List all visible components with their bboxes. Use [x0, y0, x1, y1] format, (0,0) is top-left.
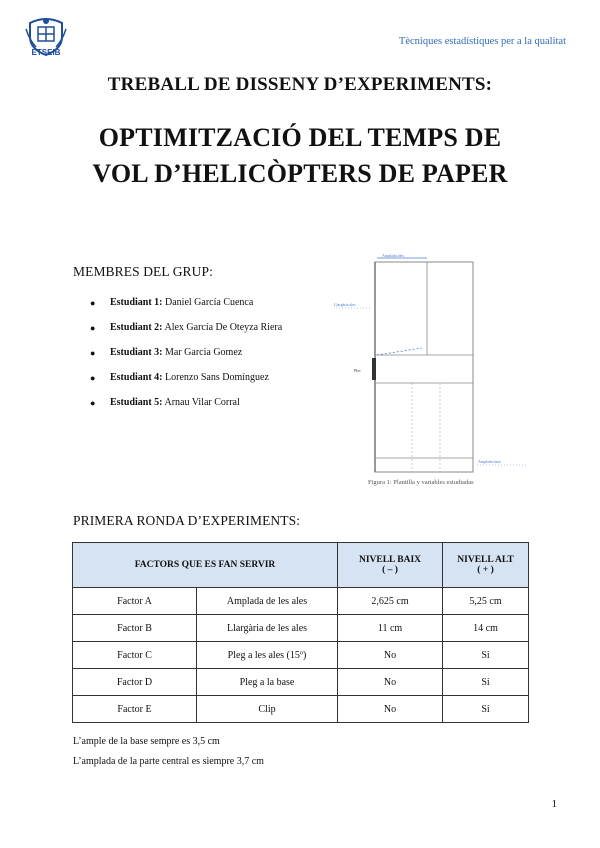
low-cell: No — [338, 642, 443, 669]
table-header-row — [73, 543, 529, 588]
bullet-icon: ● — [90, 348, 96, 358]
helicopter-template-figure — [332, 250, 532, 475]
list-item — [90, 322, 282, 347]
desc-cell: Llargària de les ales — [197, 615, 338, 642]
member-label: Estudiant 3: — [110, 347, 163, 358]
header-low-sign: ( – ) — [382, 565, 398, 575]
list-item — [90, 347, 282, 372]
low-cell: 2,625 cm — [338, 588, 443, 615]
bullet-icon: ● — [90, 373, 96, 383]
table-row — [73, 642, 529, 669]
member-name: Mar Garcia Gomez — [165, 347, 243, 358]
document-subtitle — [0, 120, 600, 192]
desc-cell: Pleg a les ales (15º) — [197, 642, 338, 669]
header-high — [443, 543, 529, 588]
member-label: Estudiant 2: — [110, 322, 163, 333]
member-label: Estudiant 1: — [110, 297, 163, 308]
bullet-icon: ● — [90, 298, 96, 308]
high-cell: 5,25 cm — [443, 588, 529, 615]
note-center-width: L’amplada de la parte central es siempre 3,7 cm — [73, 756, 264, 767]
factor-cell: Factor D — [73, 669, 197, 696]
high-cell: 14 cm — [443, 615, 529, 642]
figure-label-mid: Plec — [354, 368, 361, 373]
header-low-label: NIVELL BAIX — [358, 555, 422, 565]
table-row — [73, 615, 529, 642]
member-label: Estudiant 4: — [110, 372, 163, 383]
list-item — [90, 397, 282, 422]
low-cell: 11 cm — [338, 615, 443, 642]
member-name: Alex García De Oteyza Riera — [164, 322, 283, 333]
page-number: 1 — [551, 798, 557, 810]
figure-caption: Figura 1: Plantilla y variables estudiadas — [368, 479, 474, 486]
list-item — [90, 372, 282, 397]
desc-cell: Amplada de les ales — [197, 588, 338, 615]
header-low — [338, 543, 443, 588]
factor-cell: Factor C — [73, 642, 197, 669]
course-header: Tècniques estadístiques per a la qualitat — [398, 36, 566, 47]
factor-cell: Factor A — [73, 588, 197, 615]
table-row — [73, 669, 529, 696]
factor-cell: Factor B — [73, 615, 197, 642]
table-row — [73, 696, 529, 723]
factor-cell: Factor E — [73, 696, 197, 723]
figure-label-left: Llargària ales — [334, 302, 356, 307]
subtitle-line-1: OPTIMITZACIÓ DEL TEMPS DE — [98, 123, 502, 152]
header-high-sign: ( + ) — [477, 565, 494, 575]
figure-label-bottom: Amplada base — [478, 459, 501, 464]
list-item — [90, 297, 282, 322]
member-label: Estudiant 5: — [110, 397, 163, 408]
members-heading: MEMBRES DEL GRUP: — [73, 264, 213, 279]
member-name: Daniel García Cuenca — [165, 297, 254, 308]
note-base-width: L’ample de la base sempre es 3,5 cm — [73, 736, 220, 747]
experiments-heading: PRIMERA RONDA D’EXPERIMENTS: — [73, 513, 301, 528]
member-name: Lorenzo Sans Domínguez — [165, 372, 269, 383]
member-name: Arnau Vilar Corral — [164, 397, 240, 408]
bullet-icon: ● — [90, 323, 96, 333]
figure-label-top: Amplada ales — [382, 253, 404, 258]
factors-table — [72, 542, 529, 723]
low-cell: No — [338, 669, 443, 696]
low-cell: No — [338, 696, 443, 723]
header-factors: FACTORS QUE ES FAN SERVIR — [73, 543, 338, 588]
desc-cell: Clip — [197, 696, 338, 723]
bullet-icon: ● — [90, 398, 96, 408]
high-cell: Si — [443, 696, 529, 723]
logo-text: ETSEIB — [31, 48, 61, 57]
document-title: TREBALL DE DISSENY D’EXPERIMENTS: — [107, 74, 493, 95]
high-cell: Si — [443, 642, 529, 669]
subtitle-line-2: VOL D’HELICÒPTERS DE PAPER — [92, 159, 508, 188]
high-cell: Si — [443, 669, 529, 696]
members-list — [90, 297, 282, 422]
desc-cell: Pleg a la base — [197, 669, 338, 696]
header-high-label: NIVELL ALT — [457, 555, 514, 565]
table-row — [73, 588, 529, 615]
